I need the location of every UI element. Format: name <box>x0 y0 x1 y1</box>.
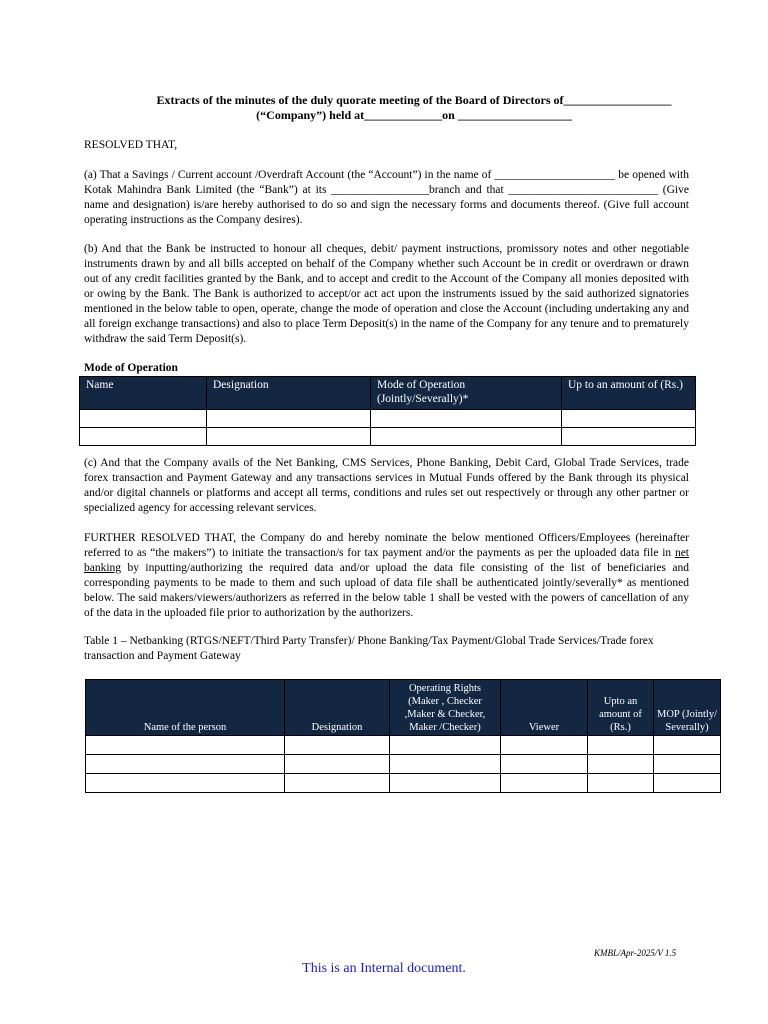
table-cell[interactable] <box>654 736 721 755</box>
netbanking-table <box>85 679 721 793</box>
table-cell[interactable] <box>654 755 721 774</box>
table-cell[interactable] <box>371 410 562 428</box>
further-text-part-2: by inputting/authorizing the required data and/or upload the data file consisting of the list of beneficiaries and corresponding payments to be made to them and such upload of data file shall be authenticated jointly/severally* as mentioned below. The said makers/viewers/authorizers as referred in the below table 1 shall be vested with the powers of cancellation of any of the data in the uploaded file prior to authorization by the authorizers. <box>84 562 689 619</box>
table-cell[interactable] <box>562 428 696 446</box>
table-cell[interactable] <box>80 410 207 428</box>
table-cell[interactable] <box>285 755 390 774</box>
table-header-row <box>86 680 721 736</box>
table-row <box>86 736 721 755</box>
paragraph-c: (c) And that the Company avails of the Net Banking, CMS Services, Phone Banking, Debit Card, Global Trade Services, trade forex transaction and Payment Gateway and any transactions services in Mutual Funds offered by the Bank through its physical and/or digital channels or platforms and accept all terms, conditions and rules set out respectively or through any other partner or specialized agency for accessing relevant services. <box>84 457 689 514</box>
table-cell[interactable] <box>501 736 588 755</box>
table-cell[interactable] <box>207 410 371 428</box>
table-cell[interactable] <box>588 755 654 774</box>
column-header-amount: Upto an amount of (Rs.) <box>588 680 654 736</box>
column-header-designation: Designation <box>207 377 371 410</box>
table-cell[interactable] <box>390 736 501 755</box>
column-header-mop: MOP (Jointly/ Severally) <box>654 680 721 736</box>
table-row <box>80 428 696 446</box>
mode-of-operation-title: Mode of Operation <box>84 362 178 374</box>
table-cell[interactable] <box>86 774 285 793</box>
column-header-designation: Designation <box>285 680 390 736</box>
table-cell[interactable] <box>207 428 371 446</box>
further-resolved-paragraph <box>84 531 689 621</box>
table-header-row <box>80 377 696 410</box>
further-text-part-1: FURTHER RESOLVED THAT, the Company do and hereby nominate the below mentioned Officers/Employees (hereinafter referred to as “the makers”) to initiate the transaction/s for tax payment and/or the payments as per the uploaded data file in <box>84 532 689 559</box>
document-title <box>84 93 744 123</box>
title-line-1: Extracts of the minutes of the duly quorate meeting of the Board of Directors of__________________ <box>156 93 672 107</box>
column-header-name: Name <box>80 377 207 410</box>
column-header-viewer: Viewer <box>501 680 588 736</box>
table-cell[interactable] <box>371 428 562 446</box>
column-header-operating-rights: Operating Rights (Maker , Checker ,Maker & Checker, Maker /Checker) <box>390 680 501 736</box>
document-version-code: KMBL/Apr-2025/V 1.5 <box>594 948 677 958</box>
table-row <box>86 755 721 774</box>
table-cell[interactable] <box>285 774 390 793</box>
column-header-amount: Up to an amount of (Rs.) <box>562 377 696 410</box>
table-cell[interactable] <box>501 774 588 793</box>
net-banking-underlined: net banking <box>84 547 689 574</box>
table-cell[interactable] <box>86 736 285 755</box>
column-header-person: Name of the person <box>86 680 285 736</box>
table-cell[interactable] <box>86 755 285 774</box>
table-cell[interactable] <box>285 736 390 755</box>
paragraph-a: (a) That a Savings / Current account /Overdraft Account (the “Account”) in the name of _____________________ be opened with Kotak Mahindra Bank Limited (the “Bank”) at its _________________branch and that __________________________ (Give name and designation) is/are hereby authorised to do so and sign the necessary forms and documents thereof. (Give full account operating instructions as the Company desires). <box>84 169 689 226</box>
table-cell[interactable] <box>562 410 696 428</box>
table1-caption: Table 1 – Netbanking (RTGS/NEFT/Third Party Transfer)/ Phone Banking/Tax Payment/Global Trade Services/Trade forex transaction and Payment Gateway <box>84 635 654 662</box>
resolved-heading: RESOLVED THAT, <box>84 139 178 151</box>
mode-of-operation-table <box>79 376 696 446</box>
table-cell[interactable] <box>501 755 588 774</box>
table-cell[interactable] <box>588 736 654 755</box>
table-cell[interactable] <box>80 428 207 446</box>
internal-document-note: This is an Internal document. <box>302 961 466 976</box>
table-cell[interactable] <box>654 774 721 793</box>
paragraph-b: (b) And that the Bank be instructed to honour all cheques, debit/ payment instructions, promissory notes and other negotiable instruments drawn by and all bills accepted on behalf of the Company whether such Account be in credit or overdrawn or drawn out of any credit facilities granted by the Bank, and to accept and credit to the Account of the Company all monies deposited with or owing by the Bank. The Bank is authorized to accept/or act act upon the instruments issued by the said authorized signatories mentioned in the below table to open, operate, change the mode of operation and close the Account (including undertaking any and all foreign exchange transactions) and also to place Term Deposit(s) in the name of the Company for any tenure and to prematurely withdraw the said Term Deposit(s). <box>84 243 689 345</box>
table-row <box>80 410 696 428</box>
column-header-mode: Mode of Operation (Jointly/Severally)* <box>371 377 562 410</box>
table-cell[interactable] <box>390 755 501 774</box>
table-cell[interactable] <box>390 774 501 793</box>
title-line-2: (“Company”) held at_____________on ___________________ <box>256 108 572 122</box>
table-row <box>86 774 721 793</box>
table-cell[interactable] <box>588 774 654 793</box>
